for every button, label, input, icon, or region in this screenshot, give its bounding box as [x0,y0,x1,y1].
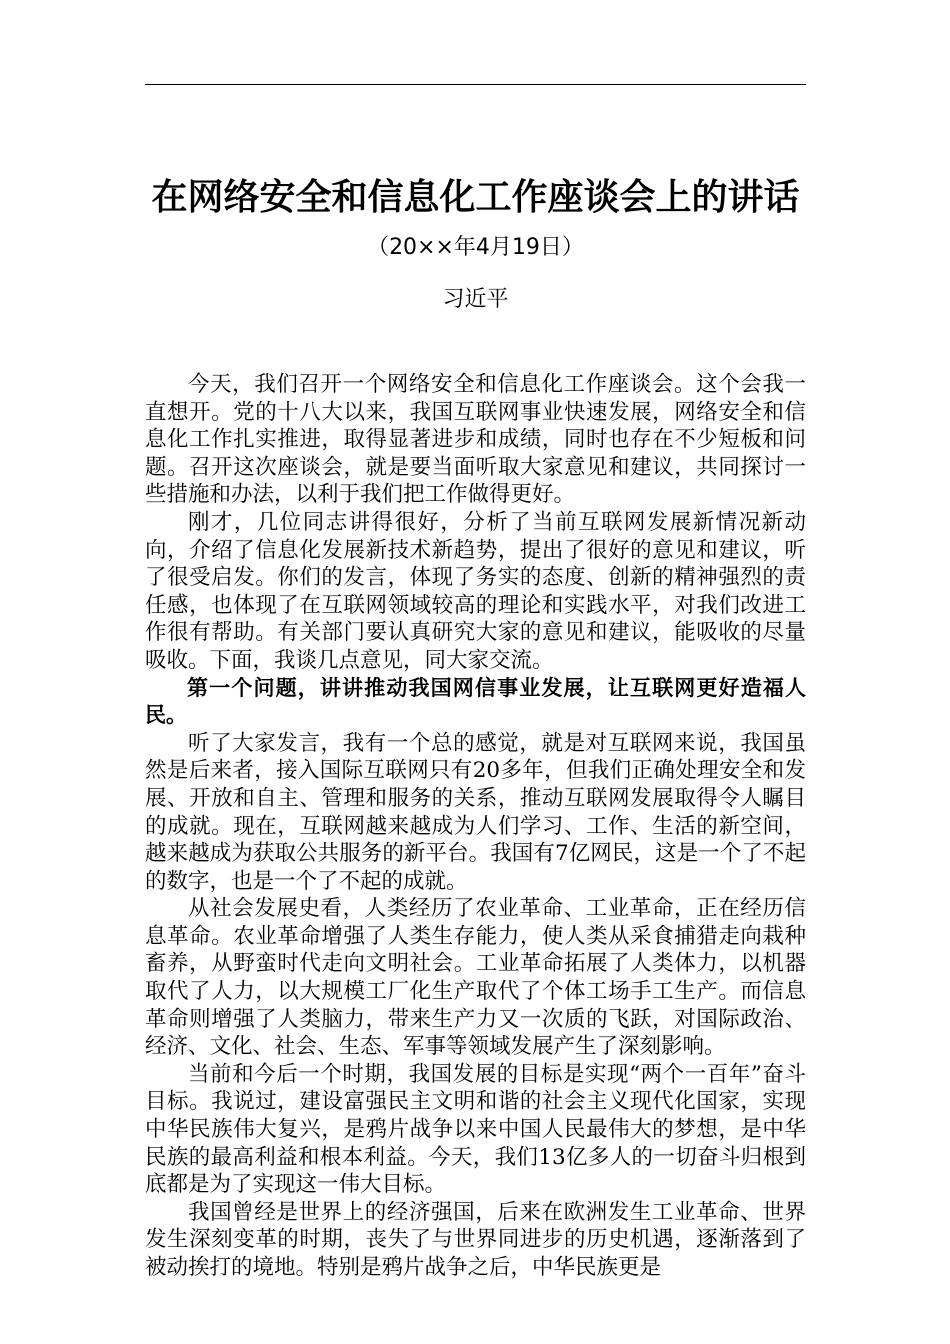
paragraph: 刚才，几位同志讲得很好，分析了当前互联网发展新情况新动向，介绍了信息化发展新技术新趋势，提出了很好的意见和建议，听了很受启发。你们的发言，体现了务实的态度、创新的精神强烈的责任感，也体现了在互联网领域较高的理论和实践水平，对我们改进工作很有帮助。有关部门要认真研究大家的意见和建议，能吸收的尽量吸收。下面，我谈几点意见，同大家交流。 [145,509,806,673]
paragraph: 听了大家发言，我有一个总的感觉，就是对互联网来说，我国虽然是后来者，接入国际互联网只有20多年，但我们正确处理安全和发展、开放和自主、管理和服务的关系，推动互联网发展取得令人瞩目的成就。现在，互联网越来越成为人们学习、工作、生活的新空间，越来越成为获取公共服务的新平台。我国有7亿网民，这是一个了不起的数字，也是一个了不起的成就。 [145,730,806,894]
paragraph: 从社会发展史看，人类经历了农业革命、工业革命，正在经历信息革命。农业革命增强了人类生存能力，使人类从采食捕猎走向栽种畜养，从野蛮时代走向文明社会。工业革命拓展了人类体力，以机器取代了人力，以大规模工厂化生产取代了个体工场手工生产。而信息革命则增强了人类脑力，带来生产力又一次质的飞跃，对国际政治、经济、文化、社会、生态、军事等领域发展产生了深刻影响。 [145,896,806,1060]
document-author: 习近平 [442,287,509,312]
document-title: 在网络安全和信息化工作座谈会上的讲话 [151,176,800,218]
header-rule [145,84,806,85]
paragraph: 今天，我们召开一个网络安全和信息化工作座谈会。这个会我一直想开。党的十八大以来，我国互联网事业快速发展，网络安全和信息化工作扎实推进，取得显著进步和成绩，同时也存在不少短板和问题。召开这次座谈会，就是要当面听取大家意见和建议，共同探讨一些措施和办法，以利于我们把工作做得更好。 [145,372,806,508]
paragraph: 当前和今后一个时期，我国发展的目标是实现“两个一百年”奋斗目标。我说过，建设富强民主文明和谐的社会主义现代化国家，实现中华民族伟大复兴，是鸦片战争以来中国人民最伟大的梦想，是中华民族的最高利益和根本利益。今天，我们13亿多人的一切奋斗归根到底都是为了实现这一伟大目标。 [145,1061,806,1198]
document-body [145,371,806,1282]
section-heading: 第一个问题，讲讲推动我国网信事业发展，让互联网更好造福人民。 [145,675,806,728]
paragraph: 我国曾经是世界上的经济强国，后来在欧洲发生工业革命、世界发生深刻变革的时期，丧失了与世界同进步的历史机遇，逐渐落到了被动挨打的境地。特别是鸦片战争之后，中华民族更是 [145,1199,806,1280]
document-date: （20××年4月19日） [367,235,584,260]
